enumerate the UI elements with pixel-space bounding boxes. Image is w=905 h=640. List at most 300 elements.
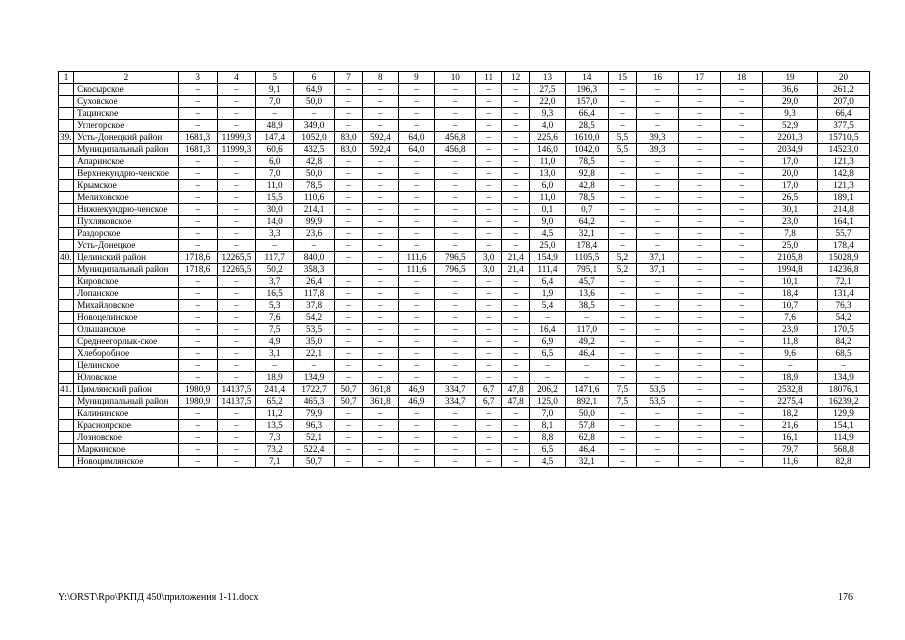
table-cell: – — [435, 120, 476, 132]
table-cell: – — [502, 420, 530, 432]
table-cell: – — [678, 252, 720, 264]
table-cell: – — [398, 300, 435, 312]
table-cell: – — [217, 420, 256, 432]
table-cell: 66,4 — [818, 108, 870, 120]
table-cell: – — [721, 192, 763, 204]
table-cell — [59, 144, 74, 156]
table-cell — [59, 216, 74, 228]
table-cell: – — [294, 108, 335, 120]
table-cell: – — [721, 324, 763, 336]
table-cell: Крымское — [74, 180, 179, 192]
table-cell: 78,5 — [565, 192, 608, 204]
table-cell: 5,2 — [608, 252, 636, 264]
table-cell: – — [398, 120, 435, 132]
table-cell: 78,5 — [565, 156, 608, 168]
table-cell: – — [178, 432, 217, 444]
table-cell: Муниципальный район — [74, 396, 179, 408]
table-cell: 10,1 — [763, 276, 818, 288]
table-cell: 30,1 — [763, 204, 818, 216]
table-cell: 164,1 — [818, 216, 870, 228]
table-cell: – — [217, 84, 256, 96]
table-cell: 41. — [59, 384, 74, 396]
table-cell: 147,4 — [256, 132, 294, 144]
table-cell: – — [721, 156, 763, 168]
table-cell: – — [294, 240, 335, 252]
table-cell: – — [363, 204, 399, 216]
table-cell: – — [178, 108, 217, 120]
table-cell: Маркинское — [74, 444, 179, 456]
table-cell: 16,4 — [530, 324, 566, 336]
table-cell: – — [678, 168, 720, 180]
table-cell: – — [721, 276, 763, 288]
table-cell: 111,4 — [530, 264, 566, 276]
table-cell: – — [217, 192, 256, 204]
table-cell: – — [476, 360, 502, 372]
table-cell: – — [178, 192, 217, 204]
table-cell: – — [335, 96, 363, 108]
table-cell: 10,7 — [763, 300, 818, 312]
table-cell: – — [721, 312, 763, 324]
table-cell: – — [476, 444, 502, 456]
table-cell: 60,6 — [256, 144, 294, 156]
table-cell: 225,6 — [530, 132, 566, 144]
table-cell: Усть-Донецкое — [74, 240, 179, 252]
table-cell — [59, 336, 74, 348]
table-cell: 5,5 — [608, 144, 636, 156]
table-cell: 79,7 — [763, 444, 818, 456]
table-cell: – — [502, 156, 530, 168]
footer-file-path: Y:\ORST\Rpo\РКПД 450\приложения 1-11.docx — [58, 592, 259, 603]
table-cell: 14523,0 — [818, 144, 870, 156]
table-cell: – — [608, 108, 636, 120]
table-cell: 2275,4 — [763, 396, 818, 408]
table-cell: – — [608, 84, 636, 96]
table-cell: 23,9 — [763, 324, 818, 336]
table-cell: 9,0 — [530, 216, 566, 228]
table-cell: 6,4 — [530, 276, 566, 288]
table-cell: 37,8 — [294, 300, 335, 312]
table-cell: 50,0 — [294, 168, 335, 180]
table-cell: – — [178, 336, 217, 348]
table-cell: 21,4 — [502, 252, 530, 264]
table-cell: – — [678, 96, 720, 108]
table-cell: 334,7 — [435, 384, 476, 396]
table-row — [59, 180, 870, 192]
table-cell: – — [476, 372, 502, 384]
table-cell: 68,5 — [818, 348, 870, 360]
table-cell: 66,4 — [565, 108, 608, 120]
table-cell: 361,8 — [363, 396, 399, 408]
table-cell: – — [335, 84, 363, 96]
table-cell: 49,2 — [565, 336, 608, 348]
table-cell: 334,7 — [435, 396, 476, 408]
table-cell: 129,9 — [818, 408, 870, 420]
table-cell: 53,5 — [636, 384, 678, 396]
table-cell: – — [178, 276, 217, 288]
table-cell: – — [608, 204, 636, 216]
table-cell: – — [608, 336, 636, 348]
table-cell: – — [678, 120, 720, 132]
table-cell: – — [636, 420, 678, 432]
table-cell: – — [217, 336, 256, 348]
table-cell: – — [818, 360, 870, 372]
table-cell: – — [678, 216, 720, 228]
table-cell: – — [502, 192, 530, 204]
table-cell: – — [721, 108, 763, 120]
table-cell: – — [398, 192, 435, 204]
table-cell: – — [435, 276, 476, 288]
table-cell: 5,3 — [256, 300, 294, 312]
table-cell: – — [217, 180, 256, 192]
table-cell: 125,0 — [530, 396, 566, 408]
table-cell: – — [335, 444, 363, 456]
table-row — [59, 276, 870, 288]
table-cell: – — [721, 300, 763, 312]
table-cell: 840,0 — [294, 252, 335, 264]
table-cell: 1722,7 — [294, 384, 335, 396]
table-row — [59, 144, 870, 156]
table-cell: 1980,9 — [178, 384, 217, 396]
table-cell: 2034,9 — [763, 144, 818, 156]
table-cell: – — [363, 228, 399, 240]
table-cell: – — [530, 360, 566, 372]
table-cell: 170,5 — [818, 324, 870, 336]
table-cell: – — [721, 288, 763, 300]
table-cell: – — [502, 120, 530, 132]
table-cell: 131,4 — [818, 288, 870, 300]
table-cell — [59, 108, 74, 120]
table-cell: Тацинское — [74, 108, 179, 120]
table-cell: – — [502, 444, 530, 456]
table-cell: – — [502, 180, 530, 192]
table-cell: 64,9 — [294, 84, 335, 96]
table-cell: – — [398, 420, 435, 432]
table-cell: 796,5 — [435, 264, 476, 276]
table-cell: – — [678, 204, 720, 216]
table-cell: – — [721, 96, 763, 108]
table-cell: 4,9 — [256, 336, 294, 348]
header-cell: 11 — [476, 72, 502, 84]
table-cell: – — [721, 420, 763, 432]
table-cell: 7,5 — [256, 324, 294, 336]
table-cell: 111,6 — [398, 264, 435, 276]
table-cell: – — [565, 360, 608, 372]
table-cell: – — [435, 372, 476, 384]
table-cell — [59, 120, 74, 132]
table-row — [59, 252, 870, 264]
table-cell: 9,3 — [530, 108, 566, 120]
table-cell: 377,5 — [818, 120, 870, 132]
table-cell — [59, 456, 74, 468]
table-cell: – — [608, 432, 636, 444]
table-cell: 214,1 — [294, 204, 335, 216]
table-cell: 0,1 — [530, 204, 566, 216]
table-cell: – — [363, 348, 399, 360]
table-cell: – — [398, 156, 435, 168]
table-cell: – — [721, 396, 763, 408]
table-cell: – — [636, 360, 678, 372]
table-cell: 142,8 — [818, 168, 870, 180]
table-cell: – — [178, 360, 217, 372]
table-cell: – — [721, 348, 763, 360]
table-cell: – — [335, 252, 363, 264]
table-cell: 17,0 — [763, 180, 818, 192]
table-cell: – — [721, 336, 763, 348]
table-cell: Среднеегорлык-ское — [74, 336, 179, 348]
table-cell: Верхнекундрю-ченское — [74, 168, 179, 180]
table-cell: – — [608, 360, 636, 372]
table-cell: – — [502, 96, 530, 108]
table-cell: – — [608, 216, 636, 228]
table-cell: – — [178, 456, 217, 468]
table-cell: – — [363, 156, 399, 168]
table-cell: 7,1 — [256, 456, 294, 468]
header-cell: 13 — [530, 72, 566, 84]
table-row — [59, 444, 870, 456]
table-row — [59, 288, 870, 300]
table-cell: 29,0 — [763, 96, 818, 108]
table-cell: Скосырское — [74, 84, 179, 96]
table-cell — [59, 264, 74, 276]
table-cell: – — [721, 216, 763, 228]
table-cell: Михайловское — [74, 300, 179, 312]
table-cell: – — [335, 432, 363, 444]
table-cell: 46,9 — [398, 384, 435, 396]
table-cell: 5,2 — [608, 264, 636, 276]
table-cell: 42,8 — [565, 180, 608, 192]
table-cell: – — [476, 300, 502, 312]
table-cell: 96,3 — [294, 420, 335, 432]
table-cell: 23,0 — [763, 216, 818, 228]
table-cell: – — [178, 180, 217, 192]
table-cell: – — [178, 84, 217, 96]
table-cell: – — [398, 456, 435, 468]
table-row — [59, 420, 870, 432]
table-cell: – — [363, 456, 399, 468]
table-cell: – — [502, 132, 530, 144]
table-cell: – — [363, 264, 399, 276]
table-cell: – — [178, 348, 217, 360]
table-cell: 4,5 — [530, 456, 566, 468]
table-cell: – — [678, 312, 720, 324]
table-cell: 592,4 — [363, 144, 399, 156]
table-cell: 25,0 — [763, 240, 818, 252]
table-cell: – — [476, 432, 502, 444]
table-cell: – — [398, 408, 435, 420]
table-cell: – — [256, 108, 294, 120]
table-cell: Юловское — [74, 372, 179, 384]
table-cell: – — [678, 108, 720, 120]
table-cell: – — [398, 180, 435, 192]
table-cell: – — [476, 312, 502, 324]
table-cell: – — [721, 180, 763, 192]
table-cell: 2532,8 — [763, 384, 818, 396]
table-cell: 8,1 — [530, 420, 566, 432]
table-cell: – — [256, 360, 294, 372]
table-cell: Апаринское — [74, 156, 179, 168]
table-cell: – — [608, 324, 636, 336]
table-cell: – — [335, 288, 363, 300]
table-cell: – — [294, 360, 335, 372]
table-cell: 9,1 — [256, 84, 294, 96]
table-cell: 22,0 — [530, 96, 566, 108]
table-cell: – — [502, 348, 530, 360]
table-cell: Раздорское — [74, 228, 179, 240]
table-cell: – — [435, 240, 476, 252]
table-cell: – — [178, 444, 217, 456]
table-row — [59, 372, 870, 384]
table-cell: 17,0 — [763, 156, 818, 168]
table-cell: – — [398, 216, 435, 228]
table-cell: 568,8 — [818, 444, 870, 456]
table-cell: – — [217, 108, 256, 120]
table-cell — [59, 96, 74, 108]
table-cell: – — [636, 96, 678, 108]
table-cell: – — [608, 168, 636, 180]
table-cell: – — [476, 144, 502, 156]
header-cell: 1 — [59, 72, 74, 84]
table-cell: – — [256, 240, 294, 252]
table-cell — [59, 84, 74, 96]
table-cell: 796,5 — [435, 252, 476, 264]
table-cell: – — [636, 456, 678, 468]
table-cell: – — [502, 228, 530, 240]
table-cell: 13,5 — [256, 420, 294, 432]
table-cell: – — [636, 228, 678, 240]
table-cell: – — [435, 300, 476, 312]
table-row — [59, 132, 870, 144]
table-cell: 11,6 — [763, 456, 818, 468]
table-cell: 5,4 — [530, 300, 566, 312]
table-cell: 11,8 — [763, 336, 818, 348]
table-cell: 20,0 — [763, 168, 818, 180]
table-cell: 48,9 — [256, 120, 294, 132]
table-cell: 6,0 — [530, 180, 566, 192]
table-cell: 11999,3 — [217, 144, 256, 156]
table-cell: – — [678, 264, 720, 276]
table-cell: – — [398, 204, 435, 216]
table-cell: – — [335, 336, 363, 348]
table-row — [59, 384, 870, 396]
table-cell: 53,5 — [636, 396, 678, 408]
header-cell: 19 — [763, 72, 818, 84]
table-row — [59, 228, 870, 240]
table-cell: 50,7 — [294, 456, 335, 468]
table-cell: – — [363, 240, 399, 252]
table-cell: – — [335, 228, 363, 240]
table-cell: Цимлянский район — [74, 384, 179, 396]
table-cell: – — [502, 168, 530, 180]
table-cell: – — [335, 300, 363, 312]
table-cell: – — [476, 336, 502, 348]
table-cell: 7,6 — [763, 312, 818, 324]
table-cell: – — [335, 372, 363, 384]
table-cell: – — [502, 360, 530, 372]
table-cell: – — [435, 456, 476, 468]
table-cell: – — [636, 240, 678, 252]
table-cell: 110,6 — [294, 192, 335, 204]
table-cell: 92,8 — [565, 168, 608, 180]
table-cell: – — [335, 348, 363, 360]
table-cell: – — [363, 312, 399, 324]
table-cell: 189,1 — [818, 192, 870, 204]
table-cell: – — [636, 180, 678, 192]
table-cell: – — [721, 384, 763, 396]
table-cell: – — [502, 204, 530, 216]
table-cell: – — [363, 192, 399, 204]
table-cell: 1681,3 — [178, 144, 217, 156]
table-cell: – — [476, 132, 502, 144]
table-cell — [59, 444, 74, 456]
table-cell: – — [636, 156, 678, 168]
table-cell: 1,9 — [530, 288, 566, 300]
table-cell: – — [502, 144, 530, 156]
table-cell — [59, 324, 74, 336]
table-cell: – — [217, 228, 256, 240]
table-cell: 1610,0 — [565, 132, 608, 144]
table-cell: – — [398, 444, 435, 456]
table-cell: – — [763, 360, 818, 372]
table-cell: 8,8 — [530, 432, 566, 444]
table-cell: 121,3 — [818, 156, 870, 168]
table-cell: – — [435, 444, 476, 456]
table-cell: – — [178, 156, 217, 168]
table-cell: – — [502, 432, 530, 444]
table-cell: – — [217, 360, 256, 372]
table-cell: 18,9 — [763, 372, 818, 384]
table-cell — [59, 204, 74, 216]
table-cell: – — [476, 324, 502, 336]
table-row — [59, 408, 870, 420]
table-row — [59, 204, 870, 216]
table-cell: 0,7 — [565, 204, 608, 216]
table-cell: – — [435, 156, 476, 168]
table-cell: – — [636, 204, 678, 216]
table-cell: 241,4 — [256, 384, 294, 396]
table-cell: – — [178, 96, 217, 108]
table-cell — [59, 168, 74, 180]
table-cell: – — [435, 108, 476, 120]
table-cell: – — [335, 204, 363, 216]
table-cell: 4,5 — [530, 228, 566, 240]
table-cell: – — [636, 192, 678, 204]
table-cell: 11,0 — [530, 192, 566, 204]
table-cell: 46,9 — [398, 396, 435, 408]
table-cell: – — [636, 84, 678, 96]
table-row — [59, 396, 870, 408]
header-cell: 7 — [335, 72, 363, 84]
header-cell: 5 — [256, 72, 294, 84]
table-cell: 83,0 — [335, 144, 363, 156]
table-cell: – — [502, 312, 530, 324]
table-cell: – — [398, 288, 435, 300]
table-cell: – — [678, 300, 720, 312]
table-cell: – — [335, 120, 363, 132]
table-cell: – — [335, 456, 363, 468]
table-cell: – — [476, 192, 502, 204]
table-cell: 1681,3 — [178, 132, 217, 144]
table-row — [59, 432, 870, 444]
table-cell: 3,0 — [476, 264, 502, 276]
table-cell: – — [217, 348, 256, 360]
table-cell: – — [335, 168, 363, 180]
table-cell: – — [363, 300, 399, 312]
table-cell: – — [721, 432, 763, 444]
table-cell: 117,7 — [256, 252, 294, 264]
table-cell: 46,4 — [565, 444, 608, 456]
table-cell: – — [608, 444, 636, 456]
table-cell: – — [178, 420, 217, 432]
